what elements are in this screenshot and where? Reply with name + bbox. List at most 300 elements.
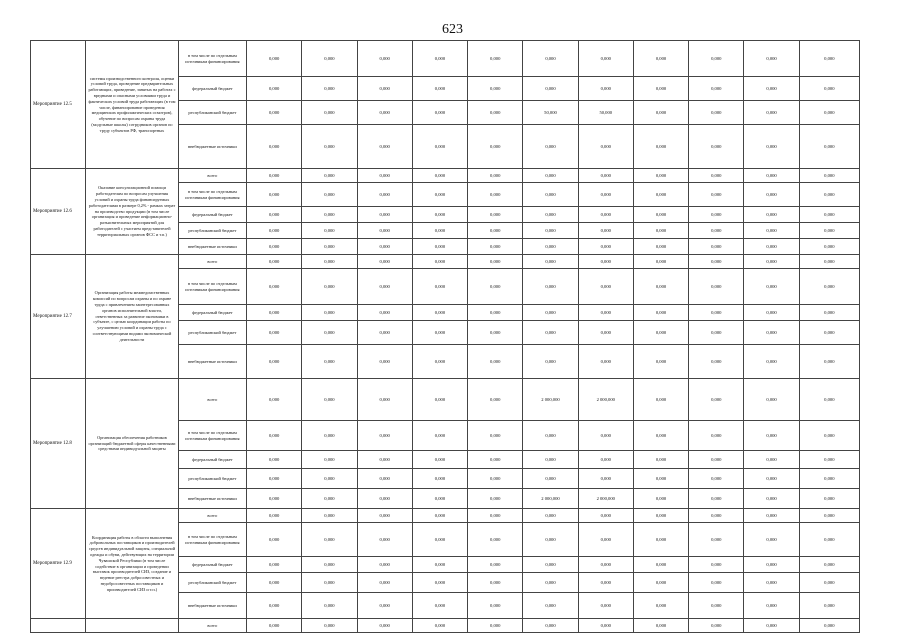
- value-cell: 0,000: [578, 183, 633, 207]
- value-cell: 0,000: [412, 593, 467, 619]
- value-cell: 0,000: [412, 619, 467, 633]
- value-cell: 0,000: [744, 41, 799, 77]
- value-cell: 0,000: [744, 379, 799, 421]
- value-cell: 0,000: [744, 101, 799, 125]
- value-cell: 0,000: [578, 469, 633, 489]
- value-cell: 0,000: [468, 523, 523, 557]
- value-cell: 0,000: [468, 489, 523, 509]
- value-cell: 0,000: [302, 469, 357, 489]
- value-cell: 0,000: [468, 183, 523, 207]
- value-cell: 0,000: [357, 557, 412, 573]
- value-cell: 0,000: [412, 169, 467, 183]
- value-cell: 0,000: [357, 101, 412, 125]
- value-cell: 0,000: [799, 421, 859, 451]
- value-cell: 0,000: [633, 619, 688, 633]
- value-cell: 0,000: [302, 41, 357, 77]
- table-row: [31, 255, 860, 269]
- value-cell: 0,000: [302, 77, 357, 101]
- value-cell: 0,000: [523, 169, 578, 183]
- value-cell: 0,000: [523, 223, 578, 239]
- value-cell: 0,000: [247, 223, 302, 239]
- value-cell: 0,000: [247, 101, 302, 125]
- value-cell: 0,000: [799, 573, 859, 593]
- value-cell: 0,000: [578, 125, 633, 169]
- value-cell: 0,000: [633, 593, 688, 619]
- value-cell: 0,000: [799, 41, 859, 77]
- value-cell: 0,000: [523, 421, 578, 451]
- funding-source-cell: в том числе по отдельным источникам финансирования: [178, 421, 246, 451]
- value-cell: 0,000: [412, 255, 467, 269]
- value-cell: 0,000: [633, 523, 688, 557]
- value-cell: 0,000: [689, 469, 744, 489]
- value-cell: 0,000: [357, 593, 412, 619]
- value-cell: 0,000: [744, 169, 799, 183]
- value-cell: 0,000: [689, 379, 744, 421]
- value-cell: 0,000: [523, 593, 578, 619]
- funding-source-cell: республиканский бюджет: [178, 469, 246, 489]
- value-cell: 0,000: [247, 269, 302, 305]
- value-cell: 0,000: [523, 619, 578, 633]
- value-cell: 0,000: [468, 41, 523, 77]
- value-cell: 0,000: [357, 269, 412, 305]
- value-cell: 0,000: [689, 523, 744, 557]
- value-cell: 0,000: [468, 77, 523, 101]
- value-cell: 0,000: [247, 509, 302, 523]
- value-cell: 0,000: [633, 509, 688, 523]
- funding-source-cell: в том числе по отдельным источникам финансирования: [178, 269, 246, 305]
- value-cell: 0,000: [357, 421, 412, 451]
- value-cell: 50,000: [523, 101, 578, 125]
- event-description-cell: Координация работы в области выполнения добровольных поставщиков и производителей средств индивидуальной защиты, специальной одежды и обуви, действующих на территории Чувашской Республики (в том числе содействие в организации и проведении выставок производителей СИЗ, создание и ведение реестра добросовестных и недобросовестных поставщиков и производителей СИЗ и т.п.): [86, 509, 178, 619]
- value-cell: 0,000: [578, 557, 633, 573]
- value-cell: 0,000: [523, 451, 578, 469]
- value-cell: 0,000: [247, 451, 302, 469]
- value-cell: 0,000: [247, 345, 302, 379]
- value-cell: 0,000: [468, 255, 523, 269]
- value-cell: 0,000: [523, 523, 578, 557]
- value-cell: 0,000: [247, 239, 302, 255]
- value-cell: 0,000: [468, 321, 523, 345]
- value-cell: 0,000: [744, 593, 799, 619]
- value-cell: 0,000: [302, 619, 357, 633]
- value-cell: 0,000: [744, 183, 799, 207]
- value-cell: 0,000: [578, 41, 633, 77]
- value-cell: 0,000: [633, 573, 688, 593]
- value-cell: 0,000: [523, 469, 578, 489]
- value-cell: 0,000: [357, 489, 412, 509]
- value-cell: 0,000: [689, 183, 744, 207]
- value-cell: 0,000: [468, 469, 523, 489]
- value-cell: 0,000: [523, 77, 578, 101]
- funding-source-cell: внебюджетные источники: [178, 489, 246, 509]
- funding-source-cell: всего: [178, 379, 246, 421]
- value-cell: 0,000: [689, 207, 744, 223]
- value-cell: 0,000: [302, 125, 357, 169]
- value-cell: 0,000: [357, 41, 412, 77]
- value-cell: 0,000: [523, 573, 578, 593]
- value-cell: 0,000: [689, 255, 744, 269]
- value-cell: 0,000: [357, 77, 412, 101]
- value-cell: 0,000: [357, 305, 412, 321]
- value-cell: 0,000: [744, 125, 799, 169]
- value-cell: 0,000: [302, 345, 357, 379]
- value-cell: 0,000: [302, 321, 357, 345]
- funding-source-cell: республиканский бюджет: [178, 223, 246, 239]
- value-cell: 0,000: [302, 379, 357, 421]
- value-cell: 0,000: [578, 239, 633, 255]
- value-cell: 0,000: [799, 207, 859, 223]
- value-cell: 0,000: [247, 169, 302, 183]
- value-cell: 0,000: [689, 169, 744, 183]
- value-cell: 0,000: [412, 345, 467, 379]
- value-cell: 0,000: [578, 573, 633, 593]
- page-number: 623: [442, 22, 463, 37]
- value-cell: 0,000: [578, 255, 633, 269]
- value-cell: 0,000: [302, 523, 357, 557]
- event-cell: [31, 619, 86, 633]
- table-row: [31, 509, 860, 523]
- value-cell: 0,000: [412, 77, 467, 101]
- value-cell: 0,000: [302, 557, 357, 573]
- value-cell: 2 000,000: [578, 379, 633, 421]
- value-cell: 0,000: [578, 169, 633, 183]
- value-cell: 0,000: [302, 489, 357, 509]
- value-cell: 0,000: [578, 523, 633, 557]
- value-cell: 0,000: [744, 421, 799, 451]
- value-cell: 0,000: [357, 345, 412, 379]
- value-cell: 0,000: [302, 169, 357, 183]
- value-cell: 0,000: [744, 321, 799, 345]
- funding-source-cell: федеральный бюджет: [178, 207, 246, 223]
- value-cell: 0,000: [578, 421, 633, 451]
- value-cell: 0,000: [247, 573, 302, 593]
- funding-source-cell: в том числе по отдельным источникам финансирования: [178, 41, 246, 77]
- value-cell: 0,000: [412, 125, 467, 169]
- value-cell: 0,000: [412, 207, 467, 223]
- value-cell: 0,000: [744, 573, 799, 593]
- value-cell: 0,000: [633, 255, 688, 269]
- value-cell: 0,000: [689, 451, 744, 469]
- value-cell: 0,000: [744, 619, 799, 633]
- value-cell: 0,000: [578, 77, 633, 101]
- value-cell: 0,000: [799, 619, 859, 633]
- value-cell: 0,000: [799, 593, 859, 619]
- value-cell: 2 000,000: [523, 489, 578, 509]
- value-cell: 0,000: [578, 451, 633, 469]
- value-cell: 0,000: [799, 255, 859, 269]
- event-cell: Мероприятие 12.5: [31, 41, 86, 169]
- value-cell: 0,000: [578, 509, 633, 523]
- value-cell: 0,000: [357, 169, 412, 183]
- value-cell: 0,000: [247, 489, 302, 509]
- value-cell: 0,000: [578, 207, 633, 223]
- value-cell: 0,000: [578, 619, 633, 633]
- event-description-cell: Оказание консультационной помощи работодателям по вопросам улучшения условий и охраны труда финансируемых работодателями в размере 0,2% - рамках затрат на производство продукции (в том числе организация и проведение информационно-разъяснительных мероприятий для работодателей с участием представителей территориальных органов ФСС и т.п.): [86, 169, 178, 255]
- value-cell: 0,000: [744, 305, 799, 321]
- value-cell: 0,000: [357, 255, 412, 269]
- value-cell: 0,000: [412, 41, 467, 77]
- value-cell: 0,000: [633, 101, 688, 125]
- value-cell: 0,000: [412, 469, 467, 489]
- value-cell: 0,000: [412, 239, 467, 255]
- value-cell: 0,000: [633, 469, 688, 489]
- value-cell: 2 000,000: [578, 489, 633, 509]
- value-cell: 0,000: [689, 593, 744, 619]
- value-cell: 0,000: [357, 321, 412, 345]
- value-cell: 0,000: [468, 101, 523, 125]
- funding-table-body: [31, 41, 860, 633]
- value-cell: 0,000: [302, 421, 357, 451]
- value-cell: 0,000: [357, 223, 412, 239]
- value-cell: 0,000: [799, 509, 859, 523]
- value-cell: 0,000: [412, 573, 467, 593]
- value-cell: 0,000: [744, 345, 799, 379]
- value-cell: 0,000: [523, 41, 578, 77]
- value-cell: 0,000: [799, 77, 859, 101]
- value-cell: 0,000: [799, 305, 859, 321]
- value-cell: 0,000: [689, 619, 744, 633]
- value-cell: 0,000: [689, 509, 744, 523]
- value-cell: 0,000: [357, 207, 412, 223]
- value-cell: 0,000: [523, 509, 578, 523]
- value-cell: 0,000: [412, 557, 467, 573]
- event-cell: Мероприятие 12.7: [31, 255, 86, 379]
- value-cell: 0,000: [468, 269, 523, 305]
- value-cell: 0,000: [578, 305, 633, 321]
- value-cell: 0,000: [468, 509, 523, 523]
- value-cell: 0,000: [744, 77, 799, 101]
- value-cell: 0,000: [578, 269, 633, 305]
- value-cell: 0,000: [468, 379, 523, 421]
- value-cell: 0,000: [247, 619, 302, 633]
- value-cell: 0,000: [412, 421, 467, 451]
- value-cell: 0,000: [633, 269, 688, 305]
- value-cell: 0,000: [799, 269, 859, 305]
- value-cell: 0,000: [799, 379, 859, 421]
- value-cell: 0,000: [302, 183, 357, 207]
- value-cell: 0,000: [633, 557, 688, 573]
- value-cell: 0,000: [744, 469, 799, 489]
- value-cell: 0,000: [633, 41, 688, 77]
- table-row: [31, 379, 860, 421]
- value-cell: 0,000: [357, 379, 412, 421]
- value-cell: 0,000: [357, 451, 412, 469]
- value-cell: 0,000: [799, 469, 859, 489]
- event-cell: Мероприятие 12.8: [31, 379, 86, 509]
- funding-source-cell: всего: [178, 509, 246, 523]
- value-cell: 0,000: [799, 125, 859, 169]
- value-cell: 0,000: [689, 77, 744, 101]
- value-cell: 0,000: [523, 239, 578, 255]
- value-cell: 0,000: [247, 125, 302, 169]
- value-cell: 0,000: [247, 255, 302, 269]
- value-cell: 0,000: [799, 239, 859, 255]
- value-cell: 0,000: [412, 321, 467, 345]
- value-cell: 0,000: [633, 183, 688, 207]
- funding-source-cell: всего: [178, 255, 246, 269]
- value-cell: 0,000: [523, 305, 578, 321]
- value-cell: 0,000: [633, 489, 688, 509]
- value-cell: 0,000: [302, 573, 357, 593]
- value-cell: 0,000: [578, 593, 633, 619]
- value-cell: 0,000: [744, 451, 799, 469]
- funding-source-cell: внебюджетные источники: [178, 593, 246, 619]
- value-cell: 0,000: [689, 239, 744, 255]
- value-cell: 0,000: [468, 557, 523, 573]
- value-cell: 0,000: [633, 239, 688, 255]
- value-cell: 0,000: [689, 223, 744, 239]
- value-cell: 0,000: [468, 305, 523, 321]
- table-row: [31, 41, 860, 77]
- value-cell: 0,000: [247, 77, 302, 101]
- value-cell: 0,000: [468, 573, 523, 593]
- value-cell: 0,000: [523, 269, 578, 305]
- value-cell: 0,000: [468, 345, 523, 379]
- funding-source-cell: внебюджетные источники: [178, 345, 246, 379]
- event-cell: Мероприятие 12.9: [31, 509, 86, 619]
- value-cell: 0,000: [689, 269, 744, 305]
- value-cell: 0,000: [412, 509, 467, 523]
- value-cell: 0,000: [247, 41, 302, 77]
- funding-source-cell: федеральный бюджет: [178, 305, 246, 321]
- value-cell: 50,000: [578, 101, 633, 125]
- value-cell: 0,000: [468, 593, 523, 619]
- value-cell: 0,000: [523, 557, 578, 573]
- value-cell: 0,000: [468, 169, 523, 183]
- value-cell: 0,000: [523, 321, 578, 345]
- value-cell: 0,000: [633, 451, 688, 469]
- value-cell: 0,000: [412, 101, 467, 125]
- value-cell: 0,000: [744, 489, 799, 509]
- value-cell: 0,000: [247, 305, 302, 321]
- value-cell: 0,000: [799, 223, 859, 239]
- value-cell: 0,000: [689, 41, 744, 77]
- value-cell: 0,000: [357, 509, 412, 523]
- value-cell: 0,000: [689, 305, 744, 321]
- value-cell: 0,000: [357, 619, 412, 633]
- value-cell: 0,000: [247, 557, 302, 573]
- value-cell: 0,000: [302, 509, 357, 523]
- value-cell: 0,000: [578, 321, 633, 345]
- value-cell: 0,000: [412, 523, 467, 557]
- value-cell: 0,000: [744, 223, 799, 239]
- value-cell: 0,000: [247, 379, 302, 421]
- table-row: [31, 169, 860, 183]
- value-cell: 0,000: [412, 305, 467, 321]
- table-row: [31, 619, 860, 633]
- value-cell: 0,000: [578, 223, 633, 239]
- value-cell: 0,000: [412, 451, 467, 469]
- value-cell: 0,000: [357, 125, 412, 169]
- value-cell: 0,000: [468, 223, 523, 239]
- value-cell: 0,000: [799, 169, 859, 183]
- event-description-cell: Организация обеспечения работников организаций бюджетной сферы качественными средствами индивидуальной защиты: [86, 379, 178, 509]
- value-cell: 0,000: [247, 321, 302, 345]
- funding-source-cell: в том числе по отдельным источникам финансирования: [178, 183, 246, 207]
- funding-source-cell: федеральный бюджет: [178, 77, 246, 101]
- value-cell: 0,000: [744, 255, 799, 269]
- funding-source-cell: в том числе по отдельным источникам финансирования: [178, 523, 246, 557]
- value-cell: 0,000: [468, 451, 523, 469]
- value-cell: 0,000: [744, 207, 799, 223]
- value-cell: 0,000: [247, 523, 302, 557]
- funding-source-cell: всего: [178, 169, 246, 183]
- value-cell: 0,000: [302, 451, 357, 469]
- value-cell: 0,000: [468, 421, 523, 451]
- value-cell: 0,000: [633, 125, 688, 169]
- value-cell: 0,000: [633, 169, 688, 183]
- value-cell: 0,000: [247, 421, 302, 451]
- value-cell: 0,000: [247, 183, 302, 207]
- value-cell: 0,000: [633, 345, 688, 379]
- value-cell: 0,000: [412, 183, 467, 207]
- value-cell: 0,000: [523, 183, 578, 207]
- value-cell: 0,000: [578, 345, 633, 379]
- value-cell: 0,000: [633, 77, 688, 101]
- value-cell: 0,000: [468, 619, 523, 633]
- event-cell: Мероприятие 12.6: [31, 169, 86, 255]
- value-cell: 0,000: [468, 207, 523, 223]
- value-cell: 0,000: [302, 239, 357, 255]
- value-cell: 0,000: [357, 523, 412, 557]
- value-cell: 0,000: [799, 101, 859, 125]
- event-description-cell: Организация работы межведомственных комиссий по вопросам охраны и по охране труда с привлечением заинтересованных органов исполнительной власти, ответственных за развитие экономики в субъекте, с целью координации работы по улучшению условий и охраны труда с соответствующими видами экономической деятельности: [86, 255, 178, 379]
- value-cell: 0,000: [689, 321, 744, 345]
- value-cell: 0,000: [247, 207, 302, 223]
- value-cell: 0,000: [412, 379, 467, 421]
- value-cell: 0,000: [302, 207, 357, 223]
- value-cell: 0,000: [689, 345, 744, 379]
- value-cell: 0,000: [799, 321, 859, 345]
- value-cell: 0,000: [468, 125, 523, 169]
- value-cell: 0,000: [799, 451, 859, 469]
- value-cell: 0,000: [633, 305, 688, 321]
- value-cell: 0,000: [744, 239, 799, 255]
- value-cell: 0,000: [799, 557, 859, 573]
- value-cell: 0,000: [412, 269, 467, 305]
- value-cell: 0,000: [633, 421, 688, 451]
- value-cell: 0,000: [799, 183, 859, 207]
- value-cell: 0,000: [523, 255, 578, 269]
- value-cell: 0,000: [302, 305, 357, 321]
- value-cell: 0,000: [633, 207, 688, 223]
- value-cell: 0,000: [357, 183, 412, 207]
- value-cell: 0,000: [357, 239, 412, 255]
- value-cell: 0,000: [357, 573, 412, 593]
- value-cell: 0,000: [633, 321, 688, 345]
- value-cell: 0,000: [744, 557, 799, 573]
- value-cell: 0,000: [744, 269, 799, 305]
- funding-table: [30, 40, 860, 633]
- value-cell: 2 000,000: [523, 379, 578, 421]
- funding-source-cell: внебюджетные источники: [178, 125, 246, 169]
- value-cell: 0,000: [357, 469, 412, 489]
- value-cell: 0,000: [523, 345, 578, 379]
- value-cell: 0,000: [744, 509, 799, 523]
- value-cell: 0,000: [302, 593, 357, 619]
- value-cell: 0,000: [523, 207, 578, 223]
- value-cell: 0,000: [633, 379, 688, 421]
- event-description-cell: системы производственного контроля, оценки условий труда, проведение предварительных работающих, приведение, занятых на работах с вредными и опасными условиями труда и фактических условий труда работающих (в том числе, финансирование проведения медицинских профилактических осмотров), обучение по вопросам охраны труда (модульные школы) сотрудников органов по труду субъектов РФ, транспортных: [86, 41, 178, 169]
- value-cell: 0,000: [302, 255, 357, 269]
- value-cell: 0,000: [689, 101, 744, 125]
- value-cell: 0,000: [799, 523, 859, 557]
- value-cell: 0,000: [689, 557, 744, 573]
- value-cell: 0,000: [412, 223, 467, 239]
- value-cell: 0,000: [468, 239, 523, 255]
- value-cell: 0,000: [744, 523, 799, 557]
- funding-source-cell: республиканский бюджет: [178, 321, 246, 345]
